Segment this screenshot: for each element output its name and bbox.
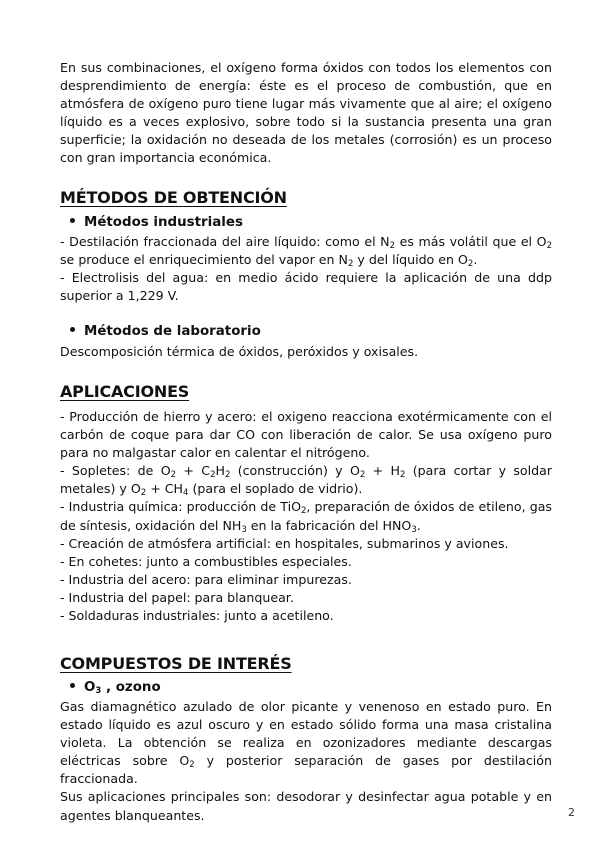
bullet-metodos-industriales [60, 215, 243, 233]
laboratorio-line: Descomposición térmica de óxidos, peróxidos y oxisales. [60, 344, 419, 359]
aplicacion-item: - Creación de atmósfera artificial: en hospitales, submarinos y aviones. [60, 535, 509, 551]
bullet-label: Métodos de laboratorio [84, 324, 261, 339]
ozono-aplicaciones: Sus aplicaciones principales son: desodorar y desinfectar agua potable y en agentes blanqueantes. [60, 789, 552, 823]
bullet-dot-icon [70, 218, 75, 223]
bullet-dot-icon [70, 327, 75, 332]
aplicaciones-list [60, 408, 552, 625]
aplicacion-item: - Sopletes: de $O_2 + C_2H_2$ (construcción) y $O_2 + H_2$ (para cortar y soldar metales) y $O_2 + CH_4$ (para el soplado de vidrio). [60, 463, 553, 499]
industriales-text [60, 233, 552, 305]
page-number: 2 [568, 806, 575, 819]
aplicacion-item: - Industria química: producción de TiO$_2$, preparación de óxidos de etileno, gas de síntesis, oxidación del $NH_3$ en la fabricación del $HNO_3$. [60, 499, 552, 535]
aplicacion-item: - Soldaduras industriales: junto a acetileno. [60, 608, 334, 624]
intro-paragraph [60, 59, 552, 168]
heading-compuestos-interes: COMPUESTOS DE INTERÉS [60, 654, 292, 673]
aplicacion-item: - Industria del papel: para blanquear. [60, 589, 294, 605]
bullet-ozono: $O_3$ , ozono [60, 680, 161, 698]
ozono-paragraph: Gas diamagnético azulado de olor picante y venenoso en estado puro. En estado líquido es azul oscuro y en estado sólido forma una masa cristalina violeta. La obtención se realiza en ozonizadores mediante descargas eléctricas sobre $O_2$ y posterior separación de gases por destilación fraccionada. [60, 699, 552, 787]
ozono-text [60, 698, 552, 825]
aplicacion-item: - Industria del acero: para eliminar impurezas. [60, 571, 352, 587]
industriales-line-1: - Destilación fraccionada del aire líquido: como el $N_2$ es más volátil que el $O_2$ se produce el enriquecimiento del vapor en $N_2$ y del líquido en $O_2$. [60, 234, 552, 270]
aplicacion-item: - En cohetes: junto a combustibles especiales. [60, 553, 352, 569]
heading-aplicaciones: APLICACIONES [60, 382, 190, 401]
laboratorio-text [60, 343, 552, 361]
bullet-dot-icon [70, 683, 75, 688]
aplicacion-item: - Producción de hierro y acero: el oxigeno reacciona exotérmicamente con el carbón de coque para dar CO con liberación de calor. Se usa oxígeno puro para no malgastar calor en calentar el nitrógeno. [60, 409, 552, 461]
bullet-metodos-laboratorio [60, 324, 261, 342]
bullet-label: Métodos industriales [84, 215, 243, 230]
industriales-line-2: - Electrolisis del agua: en medio ácido requiere la aplicación de una ddp superior a 1,229 V. [60, 270, 552, 304]
intro-text: En sus combinaciones, el oxígeno forma óxidos con todos los elementos con desprendimiento de energía: éste es el proceso de combustión, que en atmósfera de oxígeno puro tiene lugar más vivamente que al aire; el oxígeno líquido es a veces explosivo, sobre todo si la sustancia presenta una gran superficie; la oxidación no deseada de los metales (corrosión) es un proceso con gran importancia económica. [60, 60, 552, 166]
heading-metodos-obtencion: MÉTODOS DE OBTENCIÓN [60, 188, 287, 207]
